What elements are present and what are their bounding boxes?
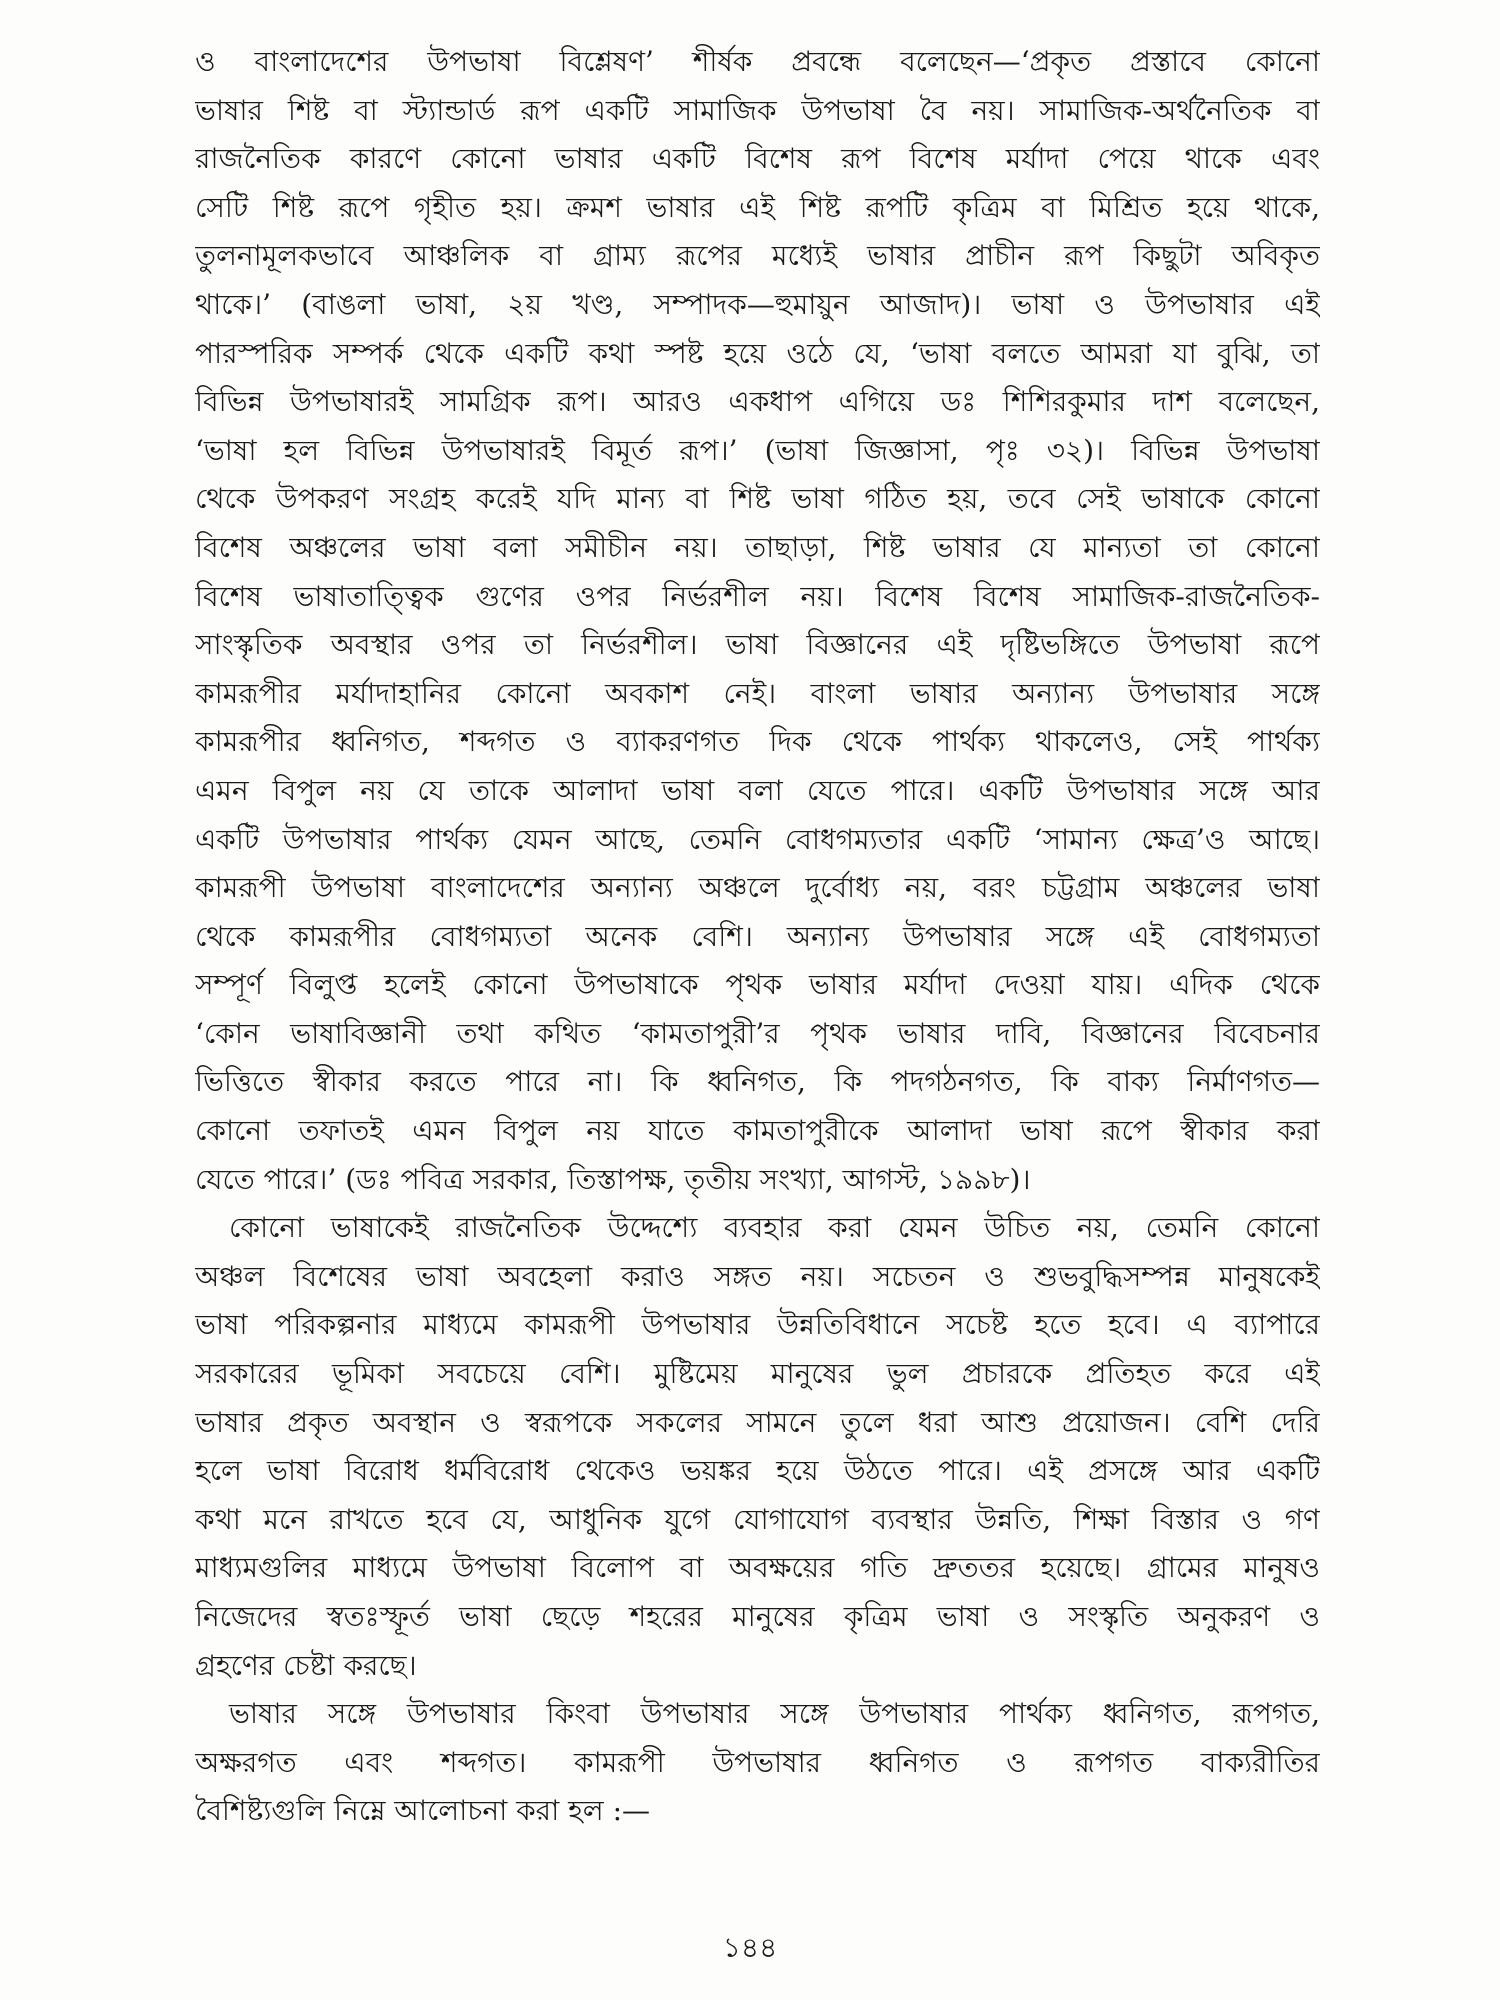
text-line: ভিত্তিতে স্বীকার করতে পারে না। কি ধ্বনিগত, কি পদগঠনগত, কি বাক্য নির্মাণগত—	[195, 1065, 1320, 1099]
text-line: ও বাংলাদেশের উপভাষা বিশ্লেষণ’ শীর্ষক প্রবন্ধে বলেছেন—‘প্রকৃত প্রস্তাবে কোনো	[195, 45, 1320, 78]
text-line: থেকে উপকরণ সংগ্রহ করেই যদি মান্য বা শিষ্ট ভাষা গঠিত হয়, তবে সেই ভাষাকে কোনো	[195, 482, 1320, 516]
paragraph-1	[195, 38, 1320, 1204]
text-line: রাজনৈতিক কারণে কোনো ভাষার একটি বিশেষ রূপ বিশেষ মর্যাদা পেয়ে থাকে এবং	[195, 142, 1320, 176]
text-line: সম্পূর্ণ বিলুপ্ত হলেই কোনো উপভাষাকে পৃথক ভাষার মর্যাদা দেওয়া যায়। এদিক থেকে	[195, 968, 1320, 1002]
text-line: সাংস্কৃতিক অবস্থার ওপর তা নির্ভরশীল। ভাষা বিজ্ঞানের এই দৃষ্টিভঙ্গিতে উপভাষা রূপে	[195, 628, 1320, 662]
text-line: কোনো তফাতই এমন বিপুল নয় যাতে কামতাপুরীকে আলাদা ভাষা রূপে স্বীকার করা	[195, 1114, 1320, 1148]
paragraph-2	[195, 1204, 1320, 1690]
text-line: অঞ্চল বিশেষের ভাষা অবহেলা করাও সঙ্গত নয়। সচেতন ও শুভবুদ্ধিসম্পন্ন মানুষকেই	[195, 1259, 1320, 1293]
text-line: নিজেদের স্বতঃস্ফূর্ত ভাষা ছেড়ে শহরের মানুষের কৃত্রিম ভাষা ও সংস্কৃতি অনুকরণ ও	[195, 1600, 1320, 1633]
text-line: কামরূপীর ধ্বনিগত, শব্দগত ও ব্যাকরণগত দিক থেকে পার্থক্য থাকলেও, সেই পার্থক্য	[195, 725, 1320, 759]
body-text	[195, 38, 1320, 1836]
text-line: একটি উপভাষার পার্থক্য যেমন আছে, তেমনি বোধগম্যতার একটি ‘সামান্য ক্ষেত্র’ও আছে।	[195, 822, 1320, 856]
text-line: অক্ষরগত এবং শব্দগত। কামরূপী উপভাষার ধ্বনিগত ও রূপগত বাক্যরীতির	[195, 1745, 1320, 1779]
text-line: থাকে।’ (বাঙলা ভাষা, ২য় খণ্ড, সম্পাদক—হুমায়ুন আজাদ)। ভাষা ও উপভাষার এই	[195, 287, 1320, 321]
text-line: এমন বিপুল নয় যে তাকে আলাদা ভাষা বলা যেতে পারে। একটি উপভাষার সঙ্গে আর	[195, 773, 1320, 807]
text-line: কামরূপীর মর্যাদাহানির কোনো অবকাশ নেই। বাংলা ভাষার অন্যান্য উপভাষার সঙ্গে	[195, 676, 1320, 710]
text-line: যেতে পারে।’ (ডঃ পবিত্র সরকার, তিস্তাপক্ষ, তৃতীয় সংখ্যা, আগস্ট, ১৯৯৮)।	[195, 1162, 1031, 1196]
text-line: থেকে কামরূপীর বোধগম্যতা অনেক বেশি। অন্যান্য উপভাষার সঙ্গে এই বোধগম্যতা	[195, 919, 1320, 953]
text-line: ভাষার শিষ্ট বা স্ট্যান্ডার্ড রূপ একটি সামাজিক উপভাষা বৈ নয়। সামাজিক-অর্থনৈতিক বা	[195, 93, 1320, 127]
text-line: ভাষার প্রকৃত অবস্থান ও স্বরূপকে সকলের সামনে তুলে ধরা আশু প্রয়োজন। বেশি দেরি	[195, 1405, 1320, 1439]
text-line: বৈশিষ্ট্যগুলি নিম্নে আলোচনা করা হল :—	[195, 1794, 651, 1828]
paragraph-3	[195, 1690, 1320, 1836]
text-line: সরকারের ভূমিকা সবচেয়ে বেশি। মুষ্টিমেয় মানুষের ভুল প্রচারকে প্রতিহত করে এই	[195, 1357, 1320, 1391]
text-line: পারস্পরিক সম্পর্ক থেকে একটি কথা স্পষ্ট হয়ে ওঠে যে, ‘ভাষা বলতে আমরা যা বুঝি, তা	[195, 336, 1320, 370]
text-line: ভাষার সঙ্গে উপভাষার কিংবা উপভাষার সঙ্গে উপভাষার পার্থক্য ধ্বনিগত, রূপগত,	[229, 1697, 1320, 1731]
text-line: কামরূপী উপভাষা বাংলাদেশের অন্যান্য অঞ্চলে দুর্বোধ্য নয়, বরং চট্টগ্রাম অঞ্চলের ভাষা	[195, 871, 1320, 905]
text-line: বিভিন্ন উপভাষারই সামগ্রিক রূপ। আরও একধাপ এগিয়ে ডঃ শিশিরকুমার দাশ বলেছেন,	[195, 385, 1320, 419]
text-line: ‘ভাষা হল বিভিন্ন উপভাষারই বিমূর্ত রূপ।’ (ভাষা জিজ্ঞাসা, পৃঃ ৩২)। বিভিন্ন উপভাষা	[195, 433, 1320, 467]
text-line: মাধ্যমগুলির মাধ্যমে উপভাষা বিলোপ বা অবক্ষয়ের গতি দ্রুততর হয়েছে। গ্রামের মানুষও	[195, 1551, 1320, 1585]
text-line: কোনো ভাষাকেই রাজনৈতিক উদ্দেশ্যে ব্যবহার করা যেমন উচিত নয়, তেমনি কোনো	[229, 1211, 1320, 1245]
text-line: বিশেষ ভাষাতাত্ত্বিক গুণের ওপর নির্ভরশীল নয়। বিশেষ বিশেষ সামাজিক-রাজনৈতিক-	[195, 579, 1320, 613]
text-line: গ্রহণের চেষ্টা করছে।	[195, 1648, 417, 1682]
page-number: ১৪৪	[722, 1931, 778, 1964]
text-line: কথা মনে রাখতে হবে যে, আধুনিক যুগে যোগাযোগ ব্যবস্থার উন্নতি, শিক্ষা বিস্তার ও গণ	[195, 1502, 1320, 1536]
text-line: বিশেষ অঞ্চলের ভাষা বলা সমীচীন নয়। তাছাড়া, শিষ্ট ভাষার যে মান্যতা তা কোনো	[195, 530, 1320, 564]
text-line: সেটি শিষ্ট রূপে গৃহীত হয়। ক্রমশ ভাষার এই শিষ্ট রূপটি কৃত্রিম বা মিশ্রিত হয়ে থাকে,	[195, 190, 1320, 224]
text-line: হলে ভাষা বিরোধ ধর্মবিরোধ থেকেও ভয়ঙ্কর হয়ে উঠতে পারে। এই প্রসঙ্গে আর একটি	[195, 1454, 1320, 1488]
text-line: ভাষা পরিকল্পনার মাধ্যমে কামরূপী উপভাষার উন্নতিবিধানে সচেষ্ট হতে হবে। এ ব্যাপারে	[195, 1308, 1320, 1342]
text-line: ‘কোন ভাষাবিজ্ঞানী তথা কথিত ‘কামতাপুরী’র পৃথক ভাষার দাবি, বিজ্ঞানের বিবেচনার	[195, 1016, 1320, 1050]
text-line: তুলনামূলকভাবে আঞ্চলিক বা গ্রাম্য রূপের মধ্যেই ভাষার প্রাচীন রূপ কিছুটা অবিকৃত	[195, 239, 1320, 273]
